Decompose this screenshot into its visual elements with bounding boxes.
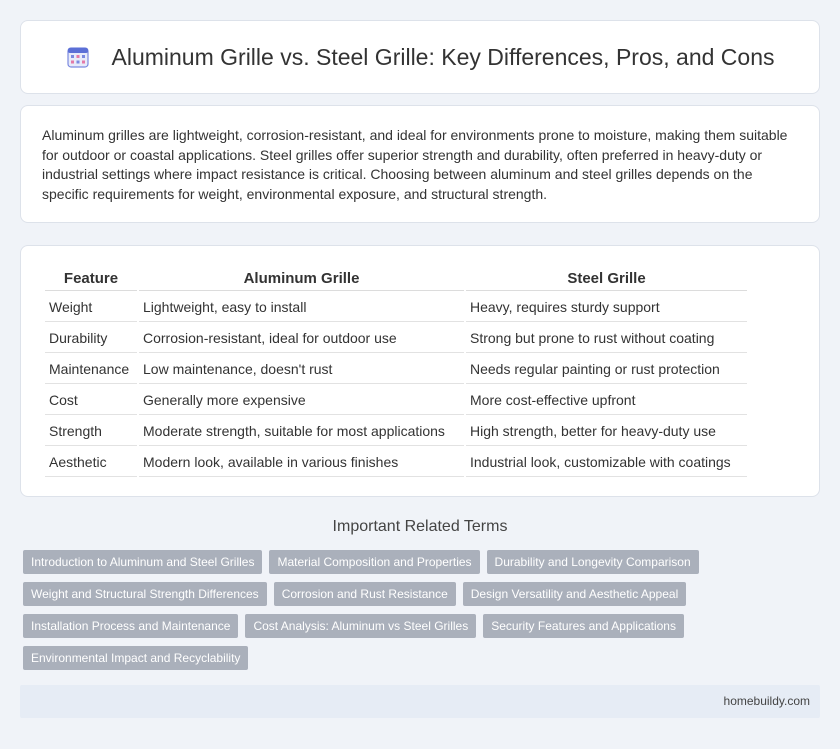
table-cell-feature: Weight: [45, 293, 137, 322]
related-term-tag[interactable]: Introduction to Aluminum and Steel Grilles: [23, 550, 262, 574]
table-cell-steel: Needs regular painting or rust protection: [466, 355, 747, 384]
table-cell-feature: Cost: [45, 386, 137, 415]
page-title: [66, 44, 775, 71]
table-cell-steel: Heavy, requires sturdy support: [466, 293, 747, 322]
related-term-tag[interactable]: Security Features and Applications: [483, 614, 684, 638]
table-row: [45, 417, 747, 446]
table-cell-feature: Durability: [45, 324, 137, 353]
table-cell-feature: Maintenance: [45, 355, 137, 384]
table-cell-steel: High strength, better for heavy-duty use: [466, 417, 747, 446]
related-term-tag[interactable]: Weight and Structural Strength Differences: [23, 582, 267, 606]
related-term-tag[interactable]: Corrosion and Rust Resistance: [274, 582, 456, 606]
table-cell-aluminum: Modern look, available in various finishes: [139, 448, 464, 477]
related-terms-title: Important Related Terms: [332, 518, 508, 535]
table-row: [45, 448, 747, 477]
column-header-steel: Steel Grille: [466, 268, 747, 291]
tag-row: [23, 550, 723, 574]
table-cell-steel: More cost-effective upfront: [466, 386, 747, 415]
table-cell-feature: Aesthetic: [45, 448, 137, 477]
table-row: [45, 324, 747, 353]
related-term-tag[interactable]: Cost Analysis: Aluminum vs Steel Grilles: [245, 614, 476, 638]
footer: [20, 685, 820, 718]
footer-site-link[interactable]: homebuildy.com: [723, 694, 810, 708]
table-cell-steel: Industrial look, customizable with coatings: [466, 448, 747, 477]
intro-card: [20, 105, 820, 223]
related-term-tag[interactable]: Installation Process and Maintenance: [23, 614, 238, 638]
column-header-feature: Feature: [45, 268, 137, 291]
comparison-table-card: [20, 245, 820, 497]
related-term-tag[interactable]: Design Versatility and Aesthetic Appeal: [463, 582, 686, 606]
related-term-tag[interactable]: Material Composition and Properties: [269, 550, 479, 574]
table-cell-aluminum: Low maintenance, doesn't rust: [139, 355, 464, 384]
page-title-text: Aluminum Grille vs. Steel Grille: Key Differences, Pros, and Cons: [111, 43, 775, 70]
calendar-grid-icon: [66, 45, 90, 69]
related-term-tag[interactable]: Environmental Impact and Recyclability: [23, 646, 248, 670]
tag-row: [23, 646, 723, 670]
table-cell-aluminum: Corrosion-resistant, ideal for outdoor use: [139, 324, 464, 353]
table-cell-steel: Strong but prone to rust without coating: [466, 324, 747, 353]
table-cell-aluminum: Moderate strength, suitable for most applications: [139, 417, 464, 446]
table-cell-aluminum: Generally more expensive: [139, 386, 464, 415]
table-header-row: [45, 268, 747, 291]
comparison-table: [43, 266, 749, 479]
table-cell-aluminum: Lightweight, easy to install: [139, 293, 464, 322]
table-row: [45, 355, 747, 384]
title-card: [20, 20, 820, 94]
table-cell-feature: Strength: [45, 417, 137, 446]
tag-row: [23, 582, 723, 606]
table-row: [45, 386, 747, 415]
tag-row: [23, 614, 723, 638]
table-row: [45, 293, 747, 322]
related-terms-tags: [23, 550, 723, 678]
column-header-aluminum: Aluminum Grille: [139, 268, 464, 291]
related-term-tag[interactable]: Durability and Longevity Comparison: [487, 550, 699, 574]
intro-paragraph: Aluminum grilles are lightweight, corrosion-resistant, and ideal for environments prone to moisture, making them suitable for outdoor or coastal applications. Steel grilles offer superior strength and durability, often preferred in heavy-duty or industrial settings where impact resistance is critical. Choosing between aluminum and steel grilles depends on the specific requirements for weight, environmental exposure, and structural strength.: [42, 127, 788, 202]
